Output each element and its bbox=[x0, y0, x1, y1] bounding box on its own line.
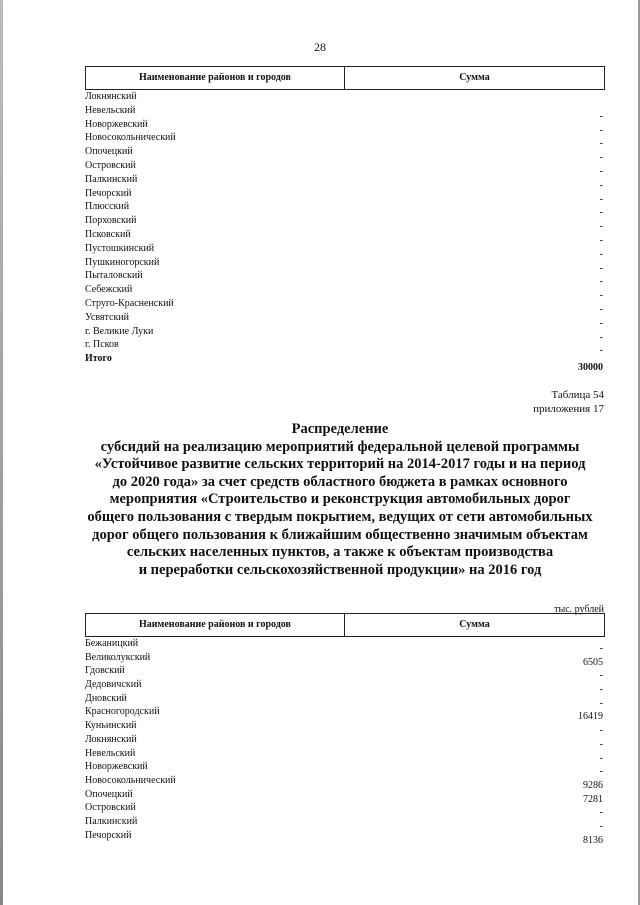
table-row bbox=[85, 829, 605, 846]
amount-value: - bbox=[599, 303, 603, 315]
district-name: Псковский bbox=[85, 228, 131, 240]
table-row bbox=[85, 131, 605, 150]
amount-value: - bbox=[599, 697, 603, 709]
column-header-name: Наименование районов и городов bbox=[86, 67, 345, 89]
amount-value: - bbox=[599, 345, 603, 357]
amount-value: - bbox=[599, 276, 603, 288]
district-name: Красногородский bbox=[85, 706, 160, 718]
district-name: Плюсский bbox=[85, 201, 130, 213]
table-row bbox=[85, 705, 605, 723]
table-row bbox=[85, 145, 605, 164]
district-name: Невельский bbox=[85, 747, 136, 759]
district-name: Новосокольнический bbox=[85, 132, 176, 144]
district-name: Палкинский bbox=[85, 815, 138, 827]
amount-value: - bbox=[599, 207, 603, 219]
appendix-reference: приложения 17 bbox=[533, 403, 604, 415]
column-header-sum: Сумма bbox=[459, 619, 490, 630]
amount-value: - bbox=[599, 179, 603, 191]
amount-value: - bbox=[599, 317, 603, 329]
table-row bbox=[85, 719, 605, 737]
amount-value: - bbox=[599, 262, 603, 274]
table-row bbox=[85, 801, 605, 819]
table-row bbox=[85, 788, 605, 805]
amount-value: - bbox=[599, 138, 603, 150]
heading-line: дорог общего пользования к ближайшим общественно значимым объектам bbox=[92, 526, 588, 543]
table-row bbox=[85, 297, 605, 315]
table-row bbox=[85, 664, 605, 682]
table-row bbox=[85, 760, 605, 778]
amount-value: - bbox=[599, 110, 603, 122]
amount-value: - bbox=[599, 820, 603, 832]
document-heading bbox=[60, 421, 620, 579]
total-label: Итого bbox=[85, 353, 112, 365]
district-name: Локнянский bbox=[85, 733, 137, 745]
total-row bbox=[85, 352, 605, 374]
amount-value: - bbox=[599, 152, 603, 164]
district-name: Локнянский bbox=[85, 91, 137, 102]
table-row bbox=[85, 173, 605, 191]
table-row bbox=[85, 338, 605, 357]
table-row bbox=[85, 651, 605, 668]
table-row bbox=[85, 90, 605, 104]
table-row bbox=[85, 118, 605, 136]
table-row bbox=[85, 774, 605, 791]
amount-value: - bbox=[599, 766, 603, 778]
total-value: 30000 bbox=[578, 362, 603, 374]
column-header-name: Наименование районов и городов bbox=[86, 614, 345, 636]
table-row bbox=[85, 187, 605, 205]
heading-line: сельских населенных пунктов, а также к объектам производства bbox=[126, 544, 554, 561]
district-name: Усвятский bbox=[85, 311, 129, 323]
table-row bbox=[85, 733, 605, 750]
amount-value: - bbox=[599, 124, 603, 136]
units-label: тыс. рублей bbox=[554, 604, 604, 615]
district-name: Пушкиногорский bbox=[85, 256, 160, 268]
amount-value: - bbox=[599, 193, 603, 205]
table-row bbox=[85, 325, 605, 343]
district-name: Островский bbox=[85, 802, 136, 814]
amount-value: - bbox=[599, 234, 603, 246]
amount-value: - bbox=[599, 643, 603, 654]
table-row bbox=[85, 242, 605, 260]
amount-value: - bbox=[599, 221, 603, 233]
heading-line: мероприятия «Строительство и реконструкция автомобильных дорог bbox=[109, 491, 571, 508]
district-name: Новоржевский bbox=[85, 761, 148, 773]
table-body bbox=[85, 637, 605, 846]
district-name: Пустошкинский bbox=[85, 242, 155, 254]
heading-line: и переработки сельскохозяйственной продукции» на 2016 год bbox=[138, 561, 542, 578]
district-name: Печорский bbox=[85, 829, 132, 841]
amount-value: - bbox=[599, 807, 603, 819]
district-name: г. Псков bbox=[85, 339, 119, 351]
amount-value: 8136 bbox=[583, 834, 603, 846]
district-name: Новоржевский bbox=[85, 118, 148, 130]
table-body bbox=[85, 90, 605, 374]
table-row bbox=[85, 692, 605, 709]
page-number: 28 bbox=[314, 40, 326, 54]
district-name: Печорский bbox=[85, 187, 132, 199]
table-number: Таблица 54 bbox=[551, 389, 604, 401]
table-row bbox=[85, 159, 605, 177]
scan-edge-left bbox=[0, 0, 3, 905]
table-row bbox=[85, 228, 605, 246]
table-row bbox=[85, 283, 605, 302]
table-row bbox=[85, 311, 605, 329]
district-name: г. Великие Луки bbox=[85, 325, 154, 337]
amount-value: - bbox=[599, 725, 603, 737]
district-name: Дедовичский bbox=[85, 679, 142, 691]
amount-value: - bbox=[599, 752, 603, 764]
table-row bbox=[85, 256, 605, 274]
heading-line: до 2020 года» за счет средств областного бюджета в рамках основного bbox=[112, 473, 568, 490]
amount-value: 7281 bbox=[583, 793, 603, 805]
table-header bbox=[85, 613, 605, 637]
district-name: Великолукский bbox=[85, 651, 151, 663]
heading-line: субсидий на реализацию мероприятий федеральной целевой программы bbox=[100, 438, 580, 455]
district-name: Себежский bbox=[85, 284, 133, 296]
district-name: Струго-Красненский bbox=[85, 297, 174, 309]
amount-value: - bbox=[599, 290, 603, 302]
district-name: Палкинский bbox=[85, 173, 138, 185]
amount-value: - bbox=[599, 670, 603, 682]
amount-value: - bbox=[599, 248, 603, 260]
table-row bbox=[85, 200, 605, 219]
amount-value: - bbox=[599, 738, 603, 750]
table-continuation bbox=[85, 66, 605, 374]
heading-title: Распределение bbox=[291, 421, 389, 437]
table-row bbox=[85, 678, 605, 696]
table-row bbox=[85, 214, 605, 233]
table-row bbox=[85, 104, 605, 122]
district-name: Гдовский bbox=[85, 665, 125, 677]
table-row bbox=[85, 815, 605, 832]
district-name: Островский bbox=[85, 159, 136, 171]
district-name: Бежаницкий bbox=[85, 638, 139, 649]
heading-line: общего пользования с твердым покрытием, ведущих от сети автомобильных bbox=[87, 508, 593, 525]
table-row bbox=[85, 747, 605, 764]
table-54 bbox=[85, 613, 605, 846]
amount-value: 16419 bbox=[578, 711, 603, 723]
district-name: Опочецкий bbox=[85, 146, 133, 158]
amount-value: - bbox=[599, 684, 603, 696]
amount-value: 6505 bbox=[583, 656, 603, 668]
column-header-sum: Сумма bbox=[459, 72, 490, 83]
table-caption bbox=[533, 388, 604, 416]
amount-value: - bbox=[599, 165, 603, 177]
district-name: Дновский bbox=[85, 692, 127, 704]
district-name: Новосокольнический bbox=[85, 774, 176, 786]
district-name: Опочецкий bbox=[85, 788, 133, 800]
district-name: Куньинский bbox=[85, 720, 137, 732]
table-row bbox=[85, 269, 605, 288]
district-name: Невельский bbox=[85, 104, 136, 116]
heading-line: «Устойчивое развитие сельских территорий на 2014-2017 годы и на период bbox=[94, 456, 586, 473]
district-name: Пыталовский bbox=[85, 270, 143, 282]
table-header bbox=[85, 66, 605, 90]
amount-value: 9286 bbox=[583, 779, 603, 791]
district-name: Порховский bbox=[85, 215, 137, 227]
table-row bbox=[85, 637, 605, 654]
amount-value: - bbox=[599, 331, 603, 343]
